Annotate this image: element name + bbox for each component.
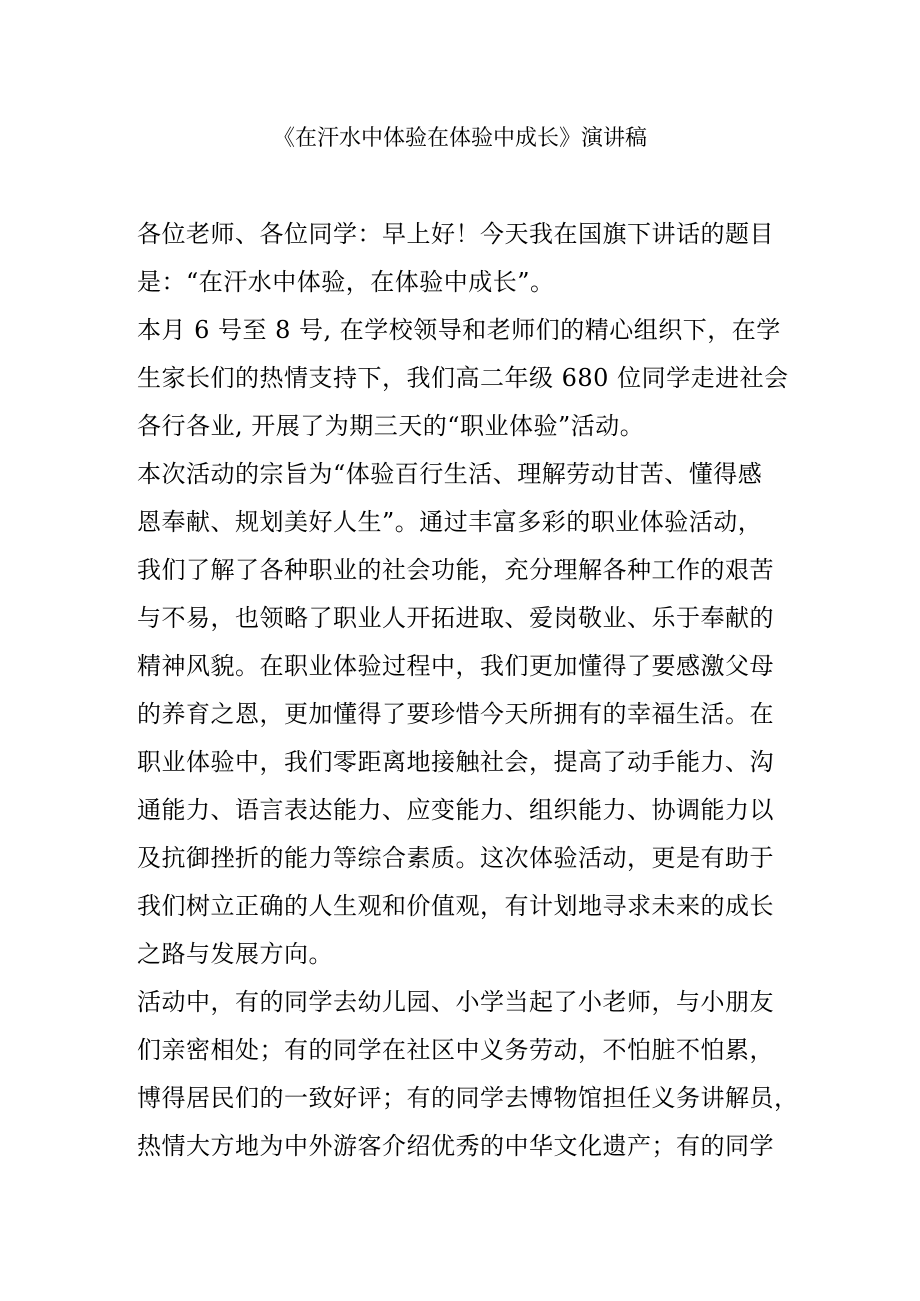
text-line: 们亲密相处；有的同学在社区中义务劳动，不怕脏不怕累， [137, 1036, 774, 1064]
document-title: 《在汗水中体验在体验中成长》演讲稿 [272, 126, 647, 151]
text-line: 是：“在汗水中体验，在体验中成长”。 [137, 268, 555, 296]
text-line: 博得居民们的一致好评；有的同学去博物馆担任义务讲解员， [137, 1084, 799, 1112]
text-line: 恩奉献、规划美好人生”。通过丰富多彩的职业体验活动， [137, 508, 763, 536]
text-line: 及抗御挫折的能力等综合素质。这次体验活动，更是有助于 [137, 844, 774, 872]
text-line: 我们树立正确的人生观和价值观，有计划地寻求未来的成长 [137, 892, 774, 920]
text-line: 本月 6 号至 8 号, 在学校领导和老师们的精心组织下，在学 [137, 316, 781, 344]
text-line: 与不易，也领略了职业人开拓进取、爱岗敬业、乐于奉献的 [137, 604, 774, 632]
text-line: 职业体验中，我们零距离地接触社会，提高了动手能力、沟 [137, 748, 774, 776]
text-line: 各行各业, 开展了为期三天的“职业体验”活动。 [137, 412, 645, 440]
text-line: 通能力、语言表达能力、应变能力、组织能力、协调能力以 [137, 796, 774, 824]
text-line: 活动中，有的同学去幼儿园、小学当起了小老师，与小朋友 [137, 988, 774, 1016]
text-line: 精神风貌。在职业体验过程中，我们更加懂得了要感激父母 [137, 652, 774, 680]
text-line: 之路与发展方向。 [137, 940, 333, 968]
text-line: 热情大方地为中外游客介绍优秀的中华文化遗产；有的同学 [137, 1132, 774, 1160]
text-line: 本次活动的宗旨为“体验百行生活、理解劳动甘苦、懂得感 [137, 460, 763, 488]
text-line: 生家长们的热情支持下，我们高二年级 680 位同学走进社会 [137, 364, 789, 392]
text-line: 的养育之恩，更加懂得了要珍惜今天所拥有的幸福生活。在 [137, 700, 774, 728]
text-line: 各位老师、各位同学：早上好！今天我在国旗下讲话的题目 [137, 220, 774, 248]
text-line: 我们了解了各种职业的社会功能，充分理解各种工作的艰苦 [137, 556, 774, 584]
